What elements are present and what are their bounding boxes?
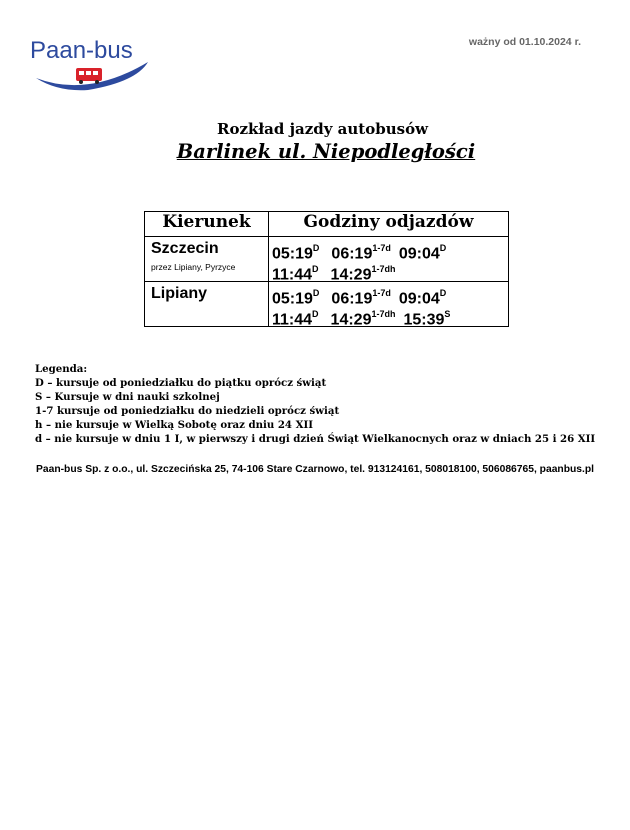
time-mark: D — [312, 264, 319, 274]
departure-time — [399, 239, 446, 264]
direction-name: Szczecin — [151, 240, 219, 257]
legend-item: S – Kursuje w dni nauki szkolnej — [35, 391, 220, 403]
time-value: 05:19 — [272, 245, 313, 263]
time-mark: 1-7d — [372, 243, 391, 253]
departure-time — [331, 260, 396, 285]
legend-item: h – nie kursuje w Wielką Sobotę oraz dniu 24 XII — [35, 419, 314, 431]
schedule-title: Rozkład jazdy autobusów — [217, 120, 428, 138]
departure-time — [272, 260, 319, 285]
direction-name: Lipiany — [151, 285, 208, 302]
departure-line — [272, 305, 508, 329]
time-value: 14:29 — [330, 266, 372, 284]
departure-line — [272, 239, 508, 263]
legend — [35, 362, 595, 446]
time-value: 09:04 — [398, 245, 440, 263]
legend-title: Legenda: — [35, 363, 88, 375]
header-direction: Kierunek — [145, 212, 269, 237]
time-mark: D — [312, 288, 320, 298]
departure-line — [272, 284, 508, 308]
time-mark: D — [439, 243, 447, 253]
direction-via: przez Lipiany, Pyrzyce — [151, 262, 236, 272]
time-mark: 1-7dh — [371, 309, 396, 319]
departures-cell — [269, 282, 509, 327]
stop-name: Barlinek ul. Niepodległości — [176, 140, 476, 163]
time-mark: S — [444, 309, 451, 319]
header-departures: Godziny odjazdów — [269, 212, 509, 237]
time-mark: D — [312, 243, 320, 253]
logo-text: Paan-bus — [30, 37, 133, 64]
time-value: 09:04 — [398, 290, 440, 308]
time-mark: D — [439, 288, 447, 298]
time-mark: 1-7dh — [371, 264, 396, 274]
time-value: 15:39 — [403, 311, 445, 329]
time-mark: D — [312, 309, 319, 319]
legend-item: d – nie kursuje w dniu 1 I, w pierwszy i drugi dzień Świąt Wielkanocnych oraz w dniach 25 i 26 XII — [35, 433, 596, 445]
time-value: 11:44 — [272, 311, 313, 329]
legend-item: 1-7 kursuje od poniedziałku do niedzieli oprócz świąt — [35, 405, 340, 417]
direction-cell — [145, 237, 269, 282]
departure-time — [331, 305, 396, 330]
time-value: 06:19 — [331, 245, 373, 263]
paan-bus-logo — [28, 34, 154, 94]
time-value: 06:19 — [331, 290, 373, 308]
valid-from-date: ważny od 01.10.2024 r. — [468, 36, 581, 48]
time-value: 11:44 — [272, 266, 313, 284]
departure-line — [272, 260, 508, 284]
company-footer: Paan-bus Sp. z o.o., ul. Szczecińska 25, 74-106 Stare Czarnowo, tel. 913124161, 508018100, 506086765, paanbus.pl — [36, 464, 595, 475]
table-row — [145, 282, 509, 327]
timetable — [144, 211, 509, 327]
time-mark: 1-7d — [372, 288, 391, 298]
direction-cell — [145, 282, 269, 327]
time-value: 05:19 — [272, 290, 313, 308]
departure-time — [272, 305, 319, 330]
legend-item: D – kursuje od poniedziałku do piątku oprócz świąt — [35, 377, 327, 389]
time-value: 14:29 — [330, 311, 372, 329]
table-row — [145, 237, 509, 282]
departure-time — [403, 305, 450, 330]
departures-cell — [269, 237, 509, 282]
